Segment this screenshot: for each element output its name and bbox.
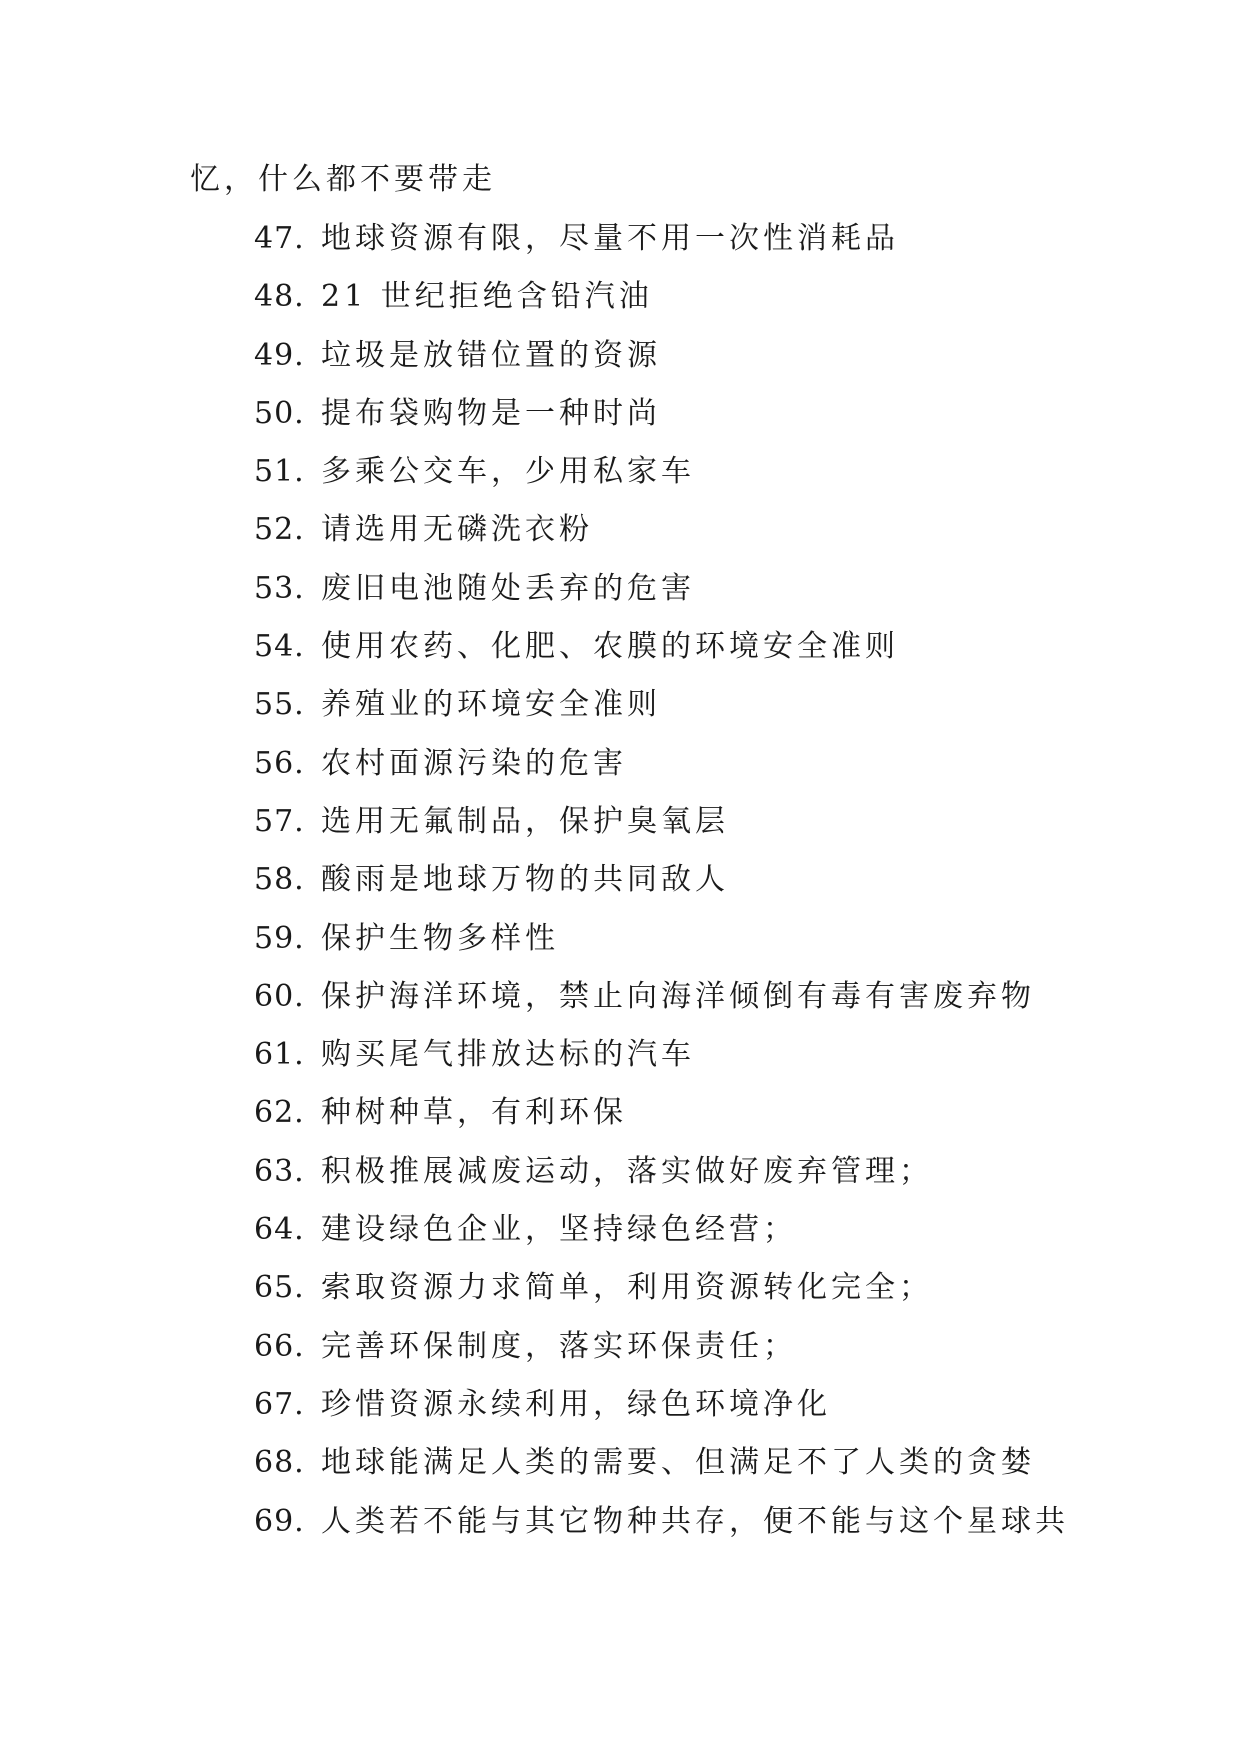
item-text: 保护海洋环境，禁止向海洋倾倒有毒有害废弃物: [321, 978, 1035, 1014]
list-item: [254, 977, 1069, 1035]
item-number: 50.: [254, 395, 305, 431]
item-number: 62.: [254, 1095, 305, 1131]
item-text: 垃圾是放错位置的资源: [321, 337, 661, 373]
item-text: 建设绿色企业，坚持绿色经营；: [321, 1212, 797, 1248]
item-text: 索取资源力求简单，利用资源转化完全；: [321, 1270, 933, 1306]
list-item: [254, 1443, 1069, 1501]
list-item: [254, 1093, 1069, 1151]
item-number: 68.: [254, 1445, 305, 1481]
item-text: 保护生物多样性: [321, 920, 559, 956]
item-number: 48.: [254, 279, 305, 315]
list-item: [254, 1385, 1069, 1443]
item-number: 69.: [254, 1503, 305, 1539]
list-item: [254, 1268, 1069, 1326]
item-number: 57.: [254, 803, 305, 839]
list-item: [254, 219, 1069, 277]
list-item: [254, 685, 1069, 743]
item-number: 51.: [254, 454, 305, 490]
item-number: 60.: [254, 978, 305, 1014]
list-item: [254, 627, 1069, 685]
list-item: [254, 336, 1069, 394]
list-item: [254, 569, 1069, 627]
item-number: 59.: [254, 920, 305, 956]
item-number: 66.: [254, 1328, 305, 1364]
item-text: 地球能满足人类的需要、但满足不了人类的贪婪: [321, 1445, 1035, 1481]
list-item: [254, 802, 1069, 860]
item-number: 52.: [254, 512, 305, 548]
list-item: [254, 394, 1069, 452]
item-text: 请选用无磷洗衣粉: [321, 512, 593, 548]
list-item: [254, 277, 1069, 335]
item-number: 64.: [254, 1212, 305, 1248]
item-number: 58.: [254, 862, 305, 898]
item-text: 选用无氟制品，保护臭氧层: [321, 803, 729, 839]
item-text: 21 世纪拒绝含铅汽油: [321, 279, 653, 315]
list-item: [254, 744, 1069, 802]
list-item: [254, 919, 1069, 977]
item-number: 61.: [254, 1037, 305, 1073]
item-text: 地球资源有限，尽量不用一次性消耗品: [321, 221, 899, 256]
item-text: 完善环保制度，落实环保责任；: [321, 1328, 797, 1364]
item-number: 54.: [254, 629, 305, 665]
item-number: 65.: [254, 1270, 305, 1306]
item-text: 珍惜资源永续利用，绿色环境净化: [321, 1386, 831, 1422]
item-text: 农村面源污染的危害: [321, 745, 627, 781]
item-number: 63.: [254, 1153, 305, 1189]
item-text: 废旧电池随处丢弃的危害: [321, 570, 695, 606]
item-text: 酸雨是地球万物的共同敌人: [321, 862, 729, 898]
list-item: [254, 452, 1069, 510]
item-text: 积极推展减废运动，落实做好废弃管理；: [321, 1153, 933, 1189]
item-number: 55.: [254, 687, 305, 723]
item-text: 种树种草，有利环保: [321, 1095, 627, 1131]
item-text: 多乘公交车，少用私家车: [321, 454, 695, 490]
item-number: 67.: [254, 1386, 305, 1422]
item-number: 53.: [254, 570, 305, 606]
slogan-list: [254, 219, 1069, 1560]
item-text: 使用农药、化肥、农膜的环境安全准则: [321, 629, 899, 665]
item-text: 提布袋购物是一种时尚: [321, 395, 661, 431]
list-item: [254, 860, 1069, 918]
list-item: [254, 1502, 1069, 1560]
list-item: [254, 1210, 1069, 1268]
item-number: 56.: [254, 745, 305, 781]
list-item: [254, 1327, 1069, 1385]
item-text: 人类若不能与其它物种共存，便不能与这个星球共: [321, 1503, 1069, 1539]
item-text: 养殖业的环境安全准则: [321, 687, 661, 723]
list-item: [254, 510, 1069, 568]
list-item: [254, 1152, 1069, 1210]
item-number: 47.: [254, 221, 305, 256]
continuation-line: 忆，什么都不要带走: [190, 162, 496, 197]
item-text: 购买尾气排放达标的汽车: [321, 1037, 695, 1073]
item-number: 49.: [254, 337, 305, 373]
list-item: [254, 1035, 1069, 1093]
